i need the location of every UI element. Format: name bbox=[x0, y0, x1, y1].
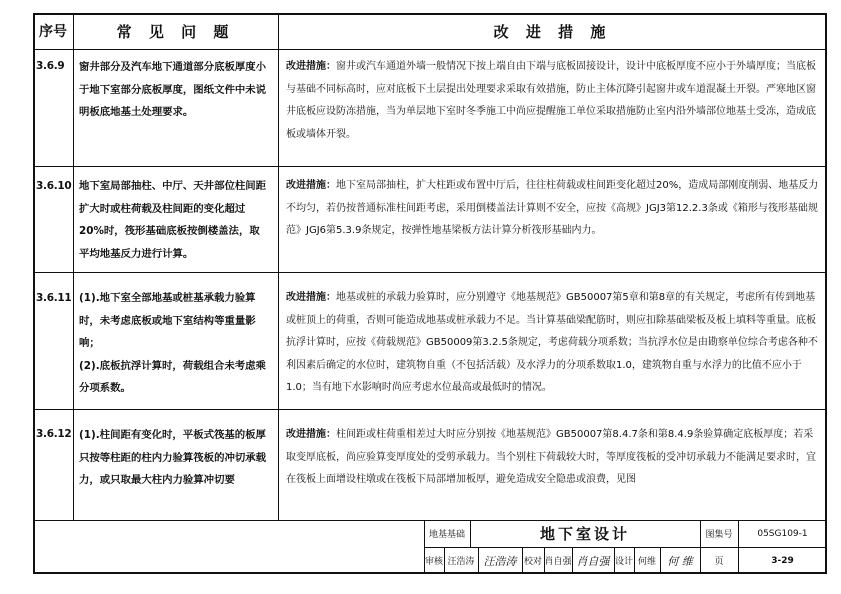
reviewer-name: 汪浩涛 bbox=[447, 557, 475, 567]
designer-name: 何维 bbox=[637, 557, 656, 567]
row-problem: 窗井部分及汽车地下通道部分底板厚度小于地下室部分底板厚度，图纸文件中未说明板底地基土处理要求。 bbox=[79, 61, 267, 118]
reviewer-signature: 汪浩涛 bbox=[483, 554, 517, 568]
row-number: 3.6.11 bbox=[36, 292, 72, 304]
row-improvement bbox=[286, 287, 822, 400]
row-number: 3.6.12 bbox=[36, 428, 72, 440]
column-divider bbox=[278, 13, 279, 520]
row-improvement bbox=[286, 175, 822, 243]
header-rule bbox=[33, 49, 827, 50]
improvement-text: 地基或桩的承载力验算时，应分别遵守《地基规范》GB50007第5章和第8章的有关规定，考虑所有传到地基或桩顶上的荷重，否则可能造成地基或桩承载力不足。当计算基础梁配筋时，则应扣除基础梁板及板上填料等重量。底板抗浮计算时，应按《荷载规范》GB50009第3.2.5条规定，考虑荷载分项系数；当抗浮水位是由勘察单位综合考虑各种不利因素后确定的水位时，建筑物自重（不包括活载）及水浮力的分项系数取1.0，建筑物自重与水浮力的比值不应小于1.0；当有地下水影响时尚应考虑水位最高或最低时的情况。 bbox=[286, 292, 818, 393]
row-problem: (1).地下室全部地基或桩基承载力验算时，未考虑底板或地下室结构等重量影响； (2).底板抗浮计算时，荷载组合未考虑乘分项系数。 bbox=[79, 292, 266, 394]
page-label: 页 bbox=[714, 557, 724, 567]
improvement-lead: 改进措施： bbox=[286, 61, 336, 72]
improvement-text: 窗井或汽车通道外墙一般情况下按上端自由下端与底板固接设计，设计中底板厚度不应小于外墙厚度；当底板与基础不同标高时，应对底板下土层提出处理要求采取有效措施，防止主体沉降引起窗井或车道混凝土开裂。严寒地区窗井底板应设防冻措施，当为单层地下室时冬季施工中尚应提醒施工单位采取措施防止室内沿外墙部位地基土受冻，造成底板或墙体开裂。 bbox=[286, 61, 816, 140]
row-number: 3.6.9 bbox=[36, 60, 65, 72]
header-no: 序号 bbox=[39, 24, 67, 40]
designer-signature: 何 维 bbox=[667, 554, 693, 568]
row-improvement bbox=[286, 424, 822, 492]
row-problem: 地下室局部抽柱、中厅、天井部位柱间距扩大时或柱荷载及柱间距的变化超过20%时，筏形基础底板按倒楼盖法，取平均地基反力进行计算。 bbox=[79, 180, 267, 260]
improvement-lead: 改进措施： bbox=[286, 292, 336, 303]
header-problem: 常 见 问 题 bbox=[116, 22, 235, 41]
checker-name: 肖自强 bbox=[544, 557, 572, 567]
header-improvement: 改 进 措 施 bbox=[493, 22, 612, 41]
column-divider bbox=[73, 13, 74, 520]
row-improvement bbox=[286, 56, 822, 146]
row-number: 3.6.10 bbox=[36, 180, 72, 192]
improvement-text: 地下室局部抽柱，扩大柱距或布置中厅后，往往柱荷载或柱间距变化超过20%，造成局部刚度削弱、地基反力不均匀，若仍按普通标准柱间距考虑，采用倒楼盖法计算则不安全，应按《高规》JGJ3第12.2.3条或《箱形与筏形基础规范》JGJ6第5.3.9条规定，按弹性地基梁板方法计算分析筏形基础内力。 bbox=[286, 180, 819, 236]
row-divider bbox=[33, 409, 827, 410]
category-label: 地基基础 bbox=[428, 530, 465, 540]
atlas-number-label: 图集号 bbox=[705, 530, 733, 540]
row-problem: (1).柱间距有变化时，平板式筏基的板厚只按等柱距的柱内力验算筏板的冲切承载力，或只取最大柱内力验算冲切要 bbox=[79, 429, 267, 486]
row-divider bbox=[33, 272, 827, 273]
improvement-text: 柱间距或柱荷重相差过大时应分别按《地基规范》GB50007第8.4.7条和第8.4.9条验算确定底板厚度；若采取变厚底板，尚应验算变厚度处的受剪承载力。当个别柱下荷载较大时，等厚度筏板的受冲切承载力不能满足要求时，宜在筏板上面增设柱墩或在筏板下局部增加板厚，避免造成安全隐患或浪费，见图 bbox=[286, 429, 816, 485]
improvement-lead: 改进措施： bbox=[286, 180, 336, 191]
improvement-lead: 改进措施： bbox=[286, 429, 336, 440]
drawing-title: 地下室设计 bbox=[539, 525, 630, 543]
review-label: 审核 bbox=[424, 557, 443, 567]
row-divider bbox=[33, 166, 827, 167]
page-number: 3-29 bbox=[771, 555, 794, 566]
design-label: 设计 bbox=[614, 557, 633, 567]
atlas-number: 05SG109-1 bbox=[757, 528, 808, 539]
checker-signature: 肖自强 bbox=[576, 554, 610, 568]
check-label: 校对 bbox=[523, 557, 542, 567]
